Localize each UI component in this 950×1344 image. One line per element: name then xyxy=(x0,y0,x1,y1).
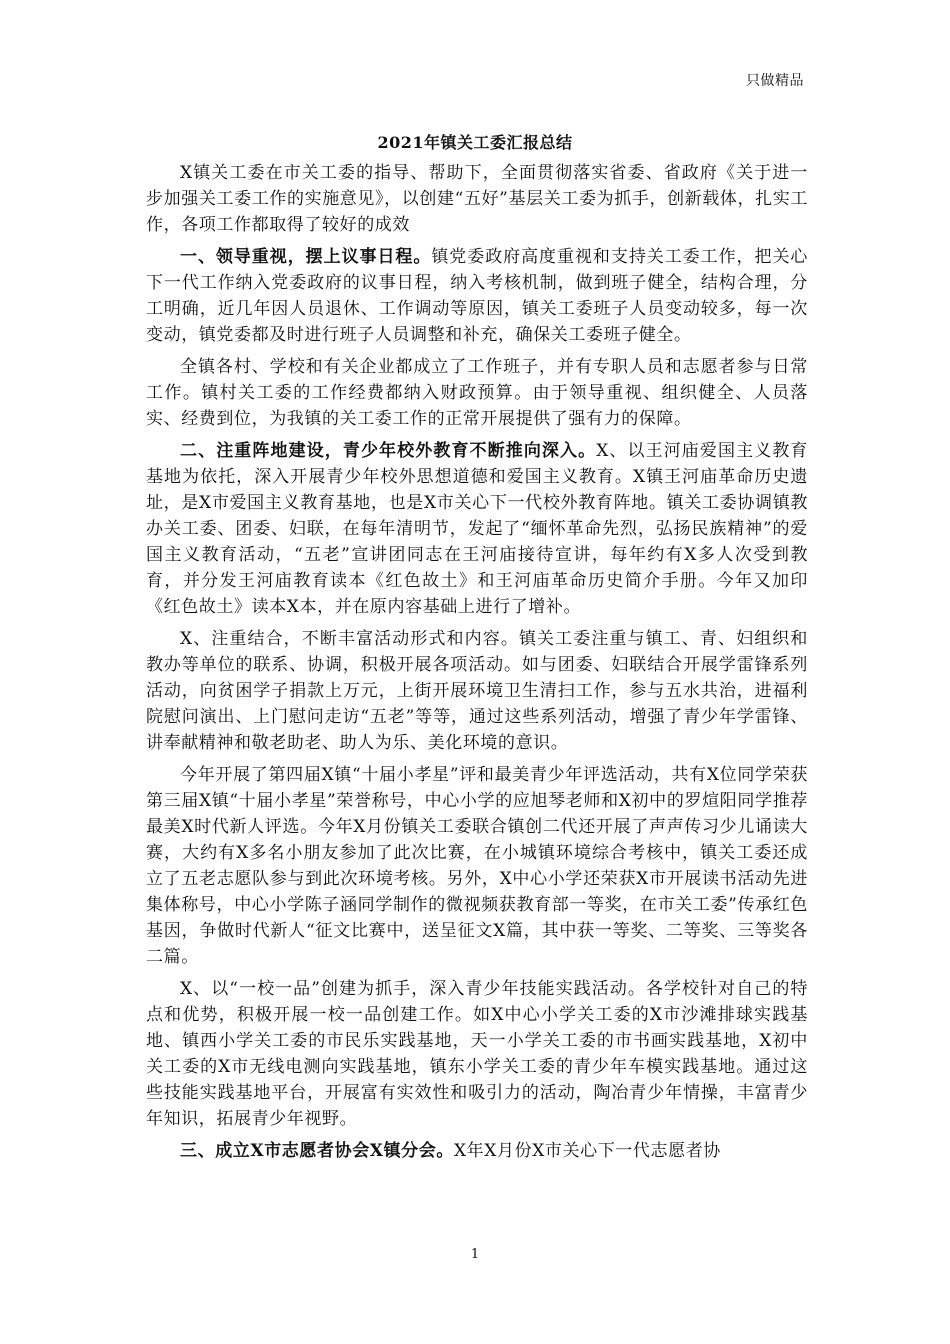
paragraph-lead: 一、领导重视，摆上议事日程。 xyxy=(180,247,432,267)
paragraph-section-three xyxy=(146,1138,808,1164)
paragraph-one-school-one-brand xyxy=(146,976,808,1132)
document-title: 2021年镇关工委汇报总结 xyxy=(377,133,573,152)
paragraph-section-two xyxy=(146,438,808,620)
paragraph-awards xyxy=(146,762,808,970)
paragraph-organization xyxy=(146,354,808,432)
paragraph-activities xyxy=(146,626,808,756)
document-body xyxy=(146,160,808,1170)
paragraph-text: X、以王河庙爱国主义教育基地为依托，深入开展青少年校外思想道德和爱国主义教育。X镇王河庙革命历史遗址，是X市爱国主义教育基地，也是X市关心下一代校外教育阵地。镇关工委协调镇教办关工委、团委、妇联，在每年清明节，发起了“缅怀革命先烈，弘扬民族精神”的爱国主义教育活动，“五老”宣讲团同志在王河庙接待宣讲，每年约有X多人次受到教育，并分发王河庙教育读本《红色故土》和王河庙革命历史简介手册。今年又加印《红色故土》读本X本，并在原内容基础上进行了增补。 xyxy=(146,441,808,617)
paragraph-text: X、以“一校一品”创建为抓手，深入青少年技能实践活动。各学校针对自己的特点和优势，积极开展一校一品创建工作。如X中心小学关工委的X市沙滩排球实践基地、镇西小学关工委的市民乐实践基地，天一小学关工委的市书画实践基地，X初中关工委的X市无线电测向实践基地，镇东小学关工委的青少年车模实践基地。通过这些技能实践基地平台，开展富有实效性和吸引力的活动，陶冶青少年情操，丰富青少年知识，拓展青少年视野。 xyxy=(146,979,808,1129)
paragraph-text: 今年开展了第四届X镇“十届小孝星”评和最美青少年评选活动，共有X位同学荣获第三届X镇“十届小孝星”荣誉称号，中心小学的应旭琴老师和X初中的罗煊阳同学推荐最美X时代新人评选。今年X月份镇关工委联合镇创二代还开展了声声传习少儿诵读大赛，大约有X多名小朋友参加了此次比赛，在小城镇环境综合考核中，镇关工委还成立了五老志愿队参与到此次环境考核。另外，X中心小学还荣获X市开展读书活动先进集体称号，中心小学陈子涵同学制作的微视频获教育部一等奖，在市关工委”传承红色基因，争做时代新人“征文比赛中，送呈征文X篇，其中获一等奖、二等奖、三等奖各二篇。 xyxy=(146,765,808,967)
paragraph-section-one xyxy=(146,244,808,348)
paragraph-text: X、注重结合，不断丰富活动形式和内容。镇关工委注重与镇工、青、妇组织和教办等单位的联系、协调，积极开展各项活动。如与团委、妇联结合开展学雷锋系列活动，向贫困学子捐款上万元，上街开展环境卫生清扫工作，参与五水共治，进福利院慰问演出、上门慰问走访“五老”等等，通过这些系列活动，增强了青少年学雷锋、讲奉献精神和敬老助老、助人为乐、美化环境的意识。 xyxy=(146,629,808,753)
page-number: 1 xyxy=(470,1247,480,1262)
paragraph-text: X年X月份X市关心下一代志愿者协 xyxy=(453,1141,721,1161)
paragraph-intro xyxy=(146,160,808,238)
paragraph-lead: 三、成立X市志愿者协会X镇分会。 xyxy=(180,1141,454,1161)
paragraph-text: X镇关工委在市关工委的指导、帮助下，全面贯彻落实省委、省政府《关于进一步加强关工委工作的实施意见》，以创建“五好”基层关工委为抓手，创新载体，扎实工作，各项工作都取得了较好的成效 xyxy=(146,163,808,235)
header-tag: 只做精品 xyxy=(746,73,804,89)
paragraph-text: 镇党委政府高度重视和支持关工委工作，把关心下一代工作纳入党委政府的议事日程，纳入考核机制，做到班子健全，结构合理，分工明确，近几年因人员退休、工作调动等原因，镇关工委班子人员变动较多，每一次变动，镇党委都及时进行班子人员调整和补充，确保关工委班子健全。 xyxy=(146,247,808,345)
paragraph-lead: 二、注重阵地建设，青少年校外教育不断推向深入。 xyxy=(180,441,597,461)
paragraph-text: 全镇各村、学校和有关企业都成立了工作班子，并有专职人员和志愿者参与日常工作。镇村关工委的工作经费都纳入财政预算。由于领导重视、组织健全、人员落实、经费到位，为我镇的关工委工作的正常开展提供了强有力的保障。 xyxy=(146,357,808,429)
